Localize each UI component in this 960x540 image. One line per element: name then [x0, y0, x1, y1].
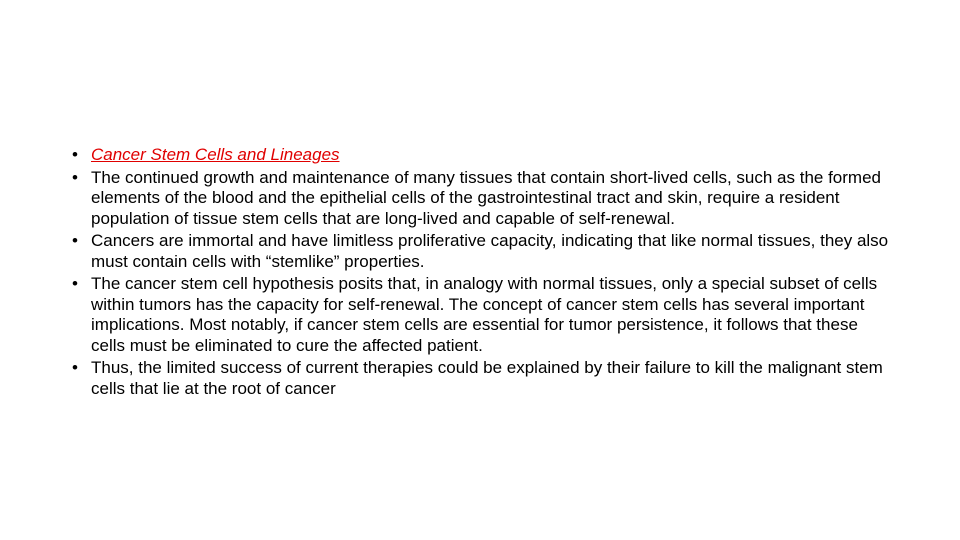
- bullet-text: Thus, the limited success of current therapies could be explained by their failure to kill the malignant stem cells that lie at the root of cancer: [91, 358, 883, 398]
- bullet-item: [72, 358, 892, 399]
- slide-heading: Cancer Stem Cells and Lineages: [91, 145, 340, 164]
- bullet-text: The cancer stem cell hypothesis posits that, in analogy with normal tissues, only a special subset of cells within tumors has the capacity for self-renewal. The concept of cancer stem cells has several important implications. Most notably, if cancer stem cells are essential for tumor persistence, it follows that these cells must be eliminated to cure the affected patient.: [91, 274, 878, 355]
- bullet-item: [72, 168, 892, 230]
- bullet-text: The continued growth and maintenance of many tissues that contain short-lived cells, such as the formed elements of the blood and the epithelial cells of the gastrointestinal tract and skin, require a resident population of tissue stem cells that are long-lived and capable of self-renewal.: [91, 167, 881, 228]
- bullet-icon: •: [72, 167, 78, 187]
- bullet-item-heading: [72, 145, 892, 166]
- bullet-icon: •: [72, 274, 78, 293]
- bullet-item: [72, 274, 892, 356]
- bullet-icon: •: [72, 231, 78, 250]
- bullet-icon: •: [72, 145, 78, 164]
- bullet-list: [72, 145, 892, 401]
- bullet-item: [72, 231, 892, 272]
- bullet-text: Cancers are immortal and have limitless proliferative capacity, indicating that like normal tissues, they also must contain cells with “stemlike” properties.: [91, 231, 889, 271]
- bullet-icon: •: [72, 358, 78, 377]
